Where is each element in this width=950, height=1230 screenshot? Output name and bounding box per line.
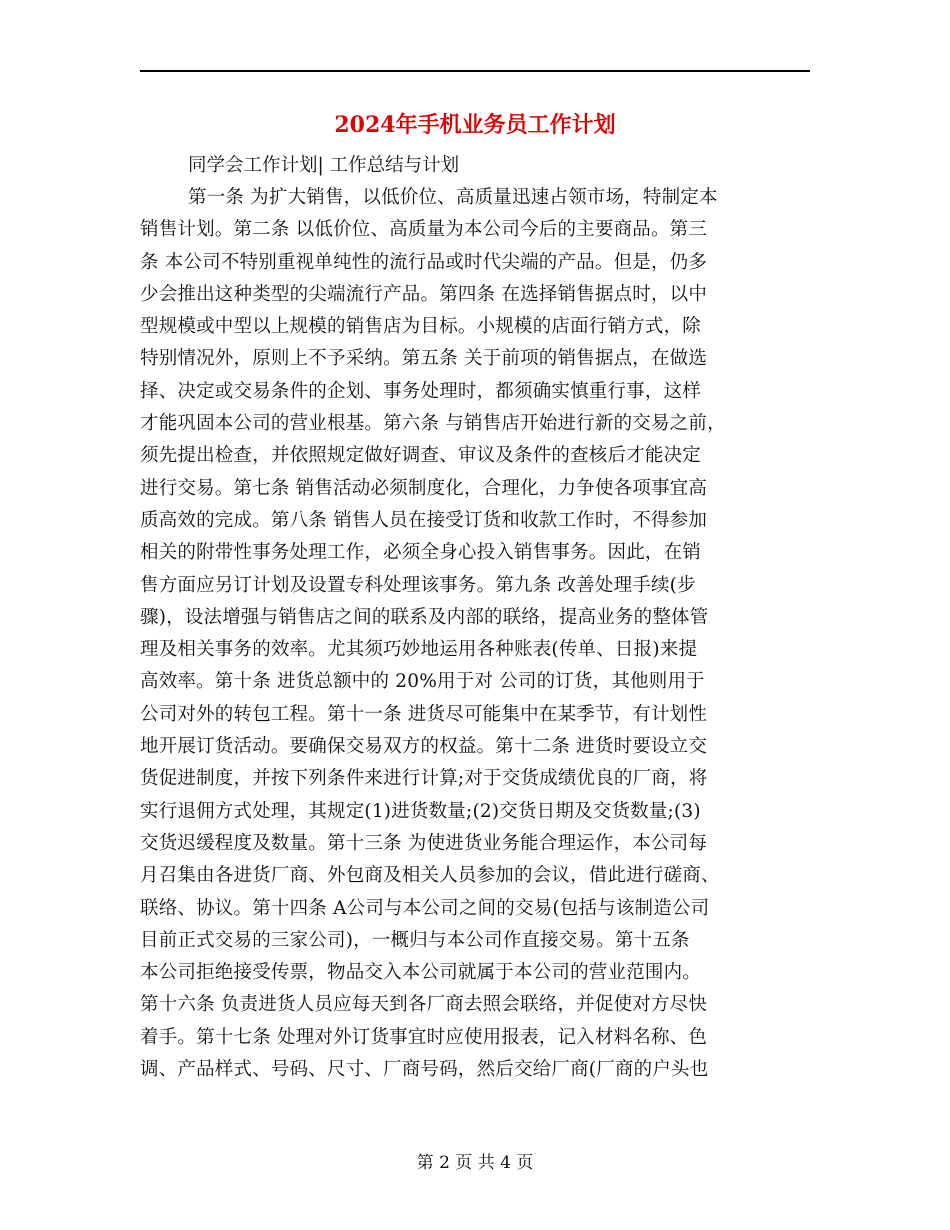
document-title: 2024年手机业务员工作计划 [334,112,616,138]
text-line: 相关的附带性事务处理工作，必须全身心投入销售事务。因此，在销 [140,542,702,564]
text-line: 货促进制度，并按下列条件来进行计算;对于交货成绩优良的厂商，将 [140,768,708,790]
text-line: 才能巩固本公司的营业根基。第六条 与销售店开始进行新的交易之前， [140,413,726,435]
text-line: 地开展订货活动。要确保交易双方的权益。第十二条 进货时要设立交 [140,736,708,758]
text-line: 质高效的完成。第八条 销售人员在接受订货和收款工作时，不得参加 [140,509,708,531]
text-line: 联络、协议。第十四条 A公司与本公司之间的交易(包括与该制造公司 [140,897,710,919]
text-line: 择、决定或交易条件的企划、事务处理时，都须确实慎重行事，这样 [140,380,702,402]
text-line: 交货迟缓程度及数量。第十三条 为使进货业务能合理运作，本公司每 [140,832,708,854]
text-line: 调、产品样式、号码、尺寸、厂商号码，然后交给厂商(厂商的户头也 [140,1059,709,1081]
text-line: 型规模或中型以上规模的销售店为目标。小规模的店面行销方式，除 [140,316,702,338]
text-line: 骤)，设法增强与销售店之间的联系及内部的联络，提高业务的整体管 [140,606,709,628]
text-line: 月召集由各进货厂商、外包商及相关人员参加的会议，借此进行磋商、 [140,865,720,887]
text-line: 理及相关事务的效率。尤其须巧妙地运用各种账表(传单、日报)来提 [140,639,698,661]
body-text [140,182,812,1086]
text-line: 本公司拒绝接受传票，物品交入本公司就属于本公司的营业范围内。 [140,962,702,984]
document-subtitle: 同学会工作计划| 工作总结与计划 [188,155,460,176]
text-line: 条 本公司不特别重视单纯性的流行品或时代尖端的产品。但是，仍多 [140,251,708,273]
text-line: 少会推出这种类型的尖端流行产品。第四条 在选择销售据点时，以中 [140,283,708,305]
text-line: 公司对外的转包工程。第十一条 进货尽可能集中在某季节，有计划性 [140,703,708,725]
page-number-footer: 第 2 页 共 4 页 [416,1153,534,1173]
text-line: 着手。第十七条 处理对外订货事宜时应使用报表，记入材料名称、色 [140,1026,708,1048]
text-line: 高效率。第十条 进货总额中的 20%用于对 公司的订货，其他则用于 [140,671,705,693]
header-rule [140,70,810,72]
text-line: 进行交易。第七条 销售活动必须制度化，合理化，力争使各项事宜高 [140,477,708,499]
text-line: 须先提出检查，并依照规定做好调查、审议及条件的查核后才能决定 [140,445,702,467]
text-line: 目前正式交易的三家公司)，一概归与本公司作直接交易。第十五条 [140,929,690,951]
text-line: 特别情况外，原则上不予采纳。第五条 关于前项的销售据点，在做选 [140,348,708,370]
text-line: 第一条 为扩大销售，以低价位、高质量迅速占领市场，特制定本 [188,187,718,208]
text-line: 第十六条 负责进货人员应每天到各厂商去照会联络，并促使对方尽快 [140,994,708,1016]
text-line: 售方面应另订计划及设置专科处理该事务。第九条 改善处理手续(步 [140,574,696,596]
text-line: 销售计划。第二条 以低价位、高质量为本公司今后的主要商品。第三 [140,219,708,241]
text-line: 实行退佣方式处理，其规定(1)进货数量;(2)交货日期及交货数量;(3) [140,800,701,822]
